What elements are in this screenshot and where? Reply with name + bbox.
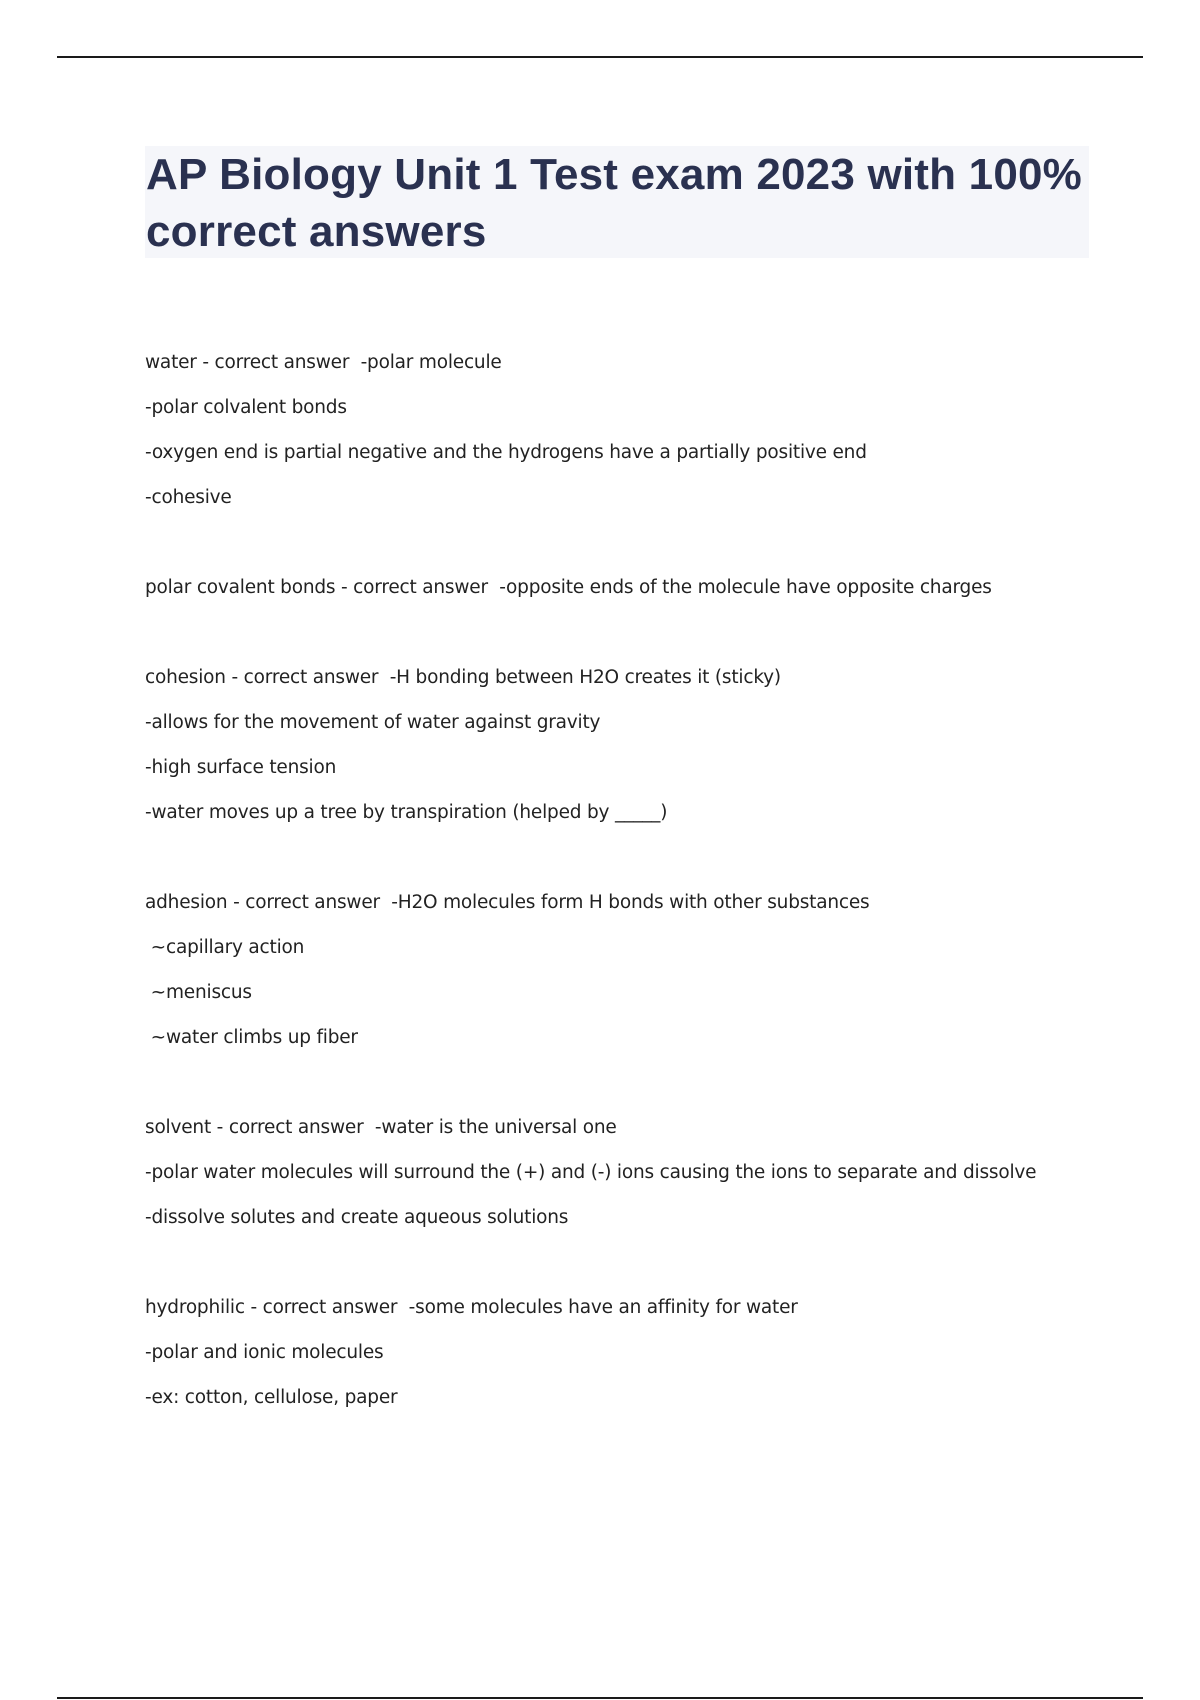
- entry-line: -polar water molecules will surround the (+) and (-) ions causing the ions to separate and dissolve: [145, 1162, 1037, 1183]
- entry-cohesion: [145, 655, 1105, 835]
- entry-line: -dissolve solutes and create aqueous solutions: [145, 1207, 569, 1228]
- entry-line: -polar colvalent bonds: [145, 397, 347, 418]
- entry-line: solvent - correct answer -water is the universal one: [145, 1117, 617, 1138]
- entry-adhesion: [145, 880, 1105, 1060]
- entry-line: -water moves up a tree by transpiration (helped by _____): [145, 802, 668, 823]
- document-body: [145, 340, 1105, 1465]
- entry-line: cohesion - correct answer -H bonding between H2O creates it (sticky): [145, 667, 781, 688]
- entry-line: -ex: cotton, cellulose, paper: [145, 1387, 398, 1408]
- entry-line: -oxygen end is partial negative and the hydrogens have a partially positive end: [145, 442, 867, 463]
- entry-solvent: [145, 1105, 1105, 1240]
- entry-line: polar covalent bonds - correct answer -opposite ends of the molecule have opposite charges: [145, 577, 992, 598]
- entry-line: ~water climbs up fiber: [145, 1027, 358, 1048]
- entry-line: ~meniscus: [145, 982, 252, 1003]
- entry-water: [145, 340, 1105, 520]
- entry-polar-covalent-bonds: [145, 565, 1105, 610]
- document-title: AP Biology Unit 1 Test exam 2023 with 100% correct answers: [146, 150, 1082, 256]
- entry-line: -cohesive: [145, 487, 232, 508]
- entry-line: ~capillary action: [145, 937, 305, 958]
- entry-line: -high surface tension: [145, 757, 337, 778]
- entry-line: hydrophilic - correct answer -some molecules have an affinity for water: [145, 1297, 798, 1318]
- header-rule: [57, 56, 1143, 58]
- entry-hydrophilic: [145, 1285, 1105, 1420]
- footer-rule: [57, 1697, 1143, 1699]
- entry-line: water - correct answer -polar molecule: [145, 352, 502, 373]
- entry-line: adhesion - correct answer -H2O molecules form H bonds with other substances: [145, 892, 870, 913]
- entry-line: -allows for the movement of water against gravity: [145, 712, 601, 733]
- entry-line: -polar and ionic molecules: [145, 1342, 384, 1363]
